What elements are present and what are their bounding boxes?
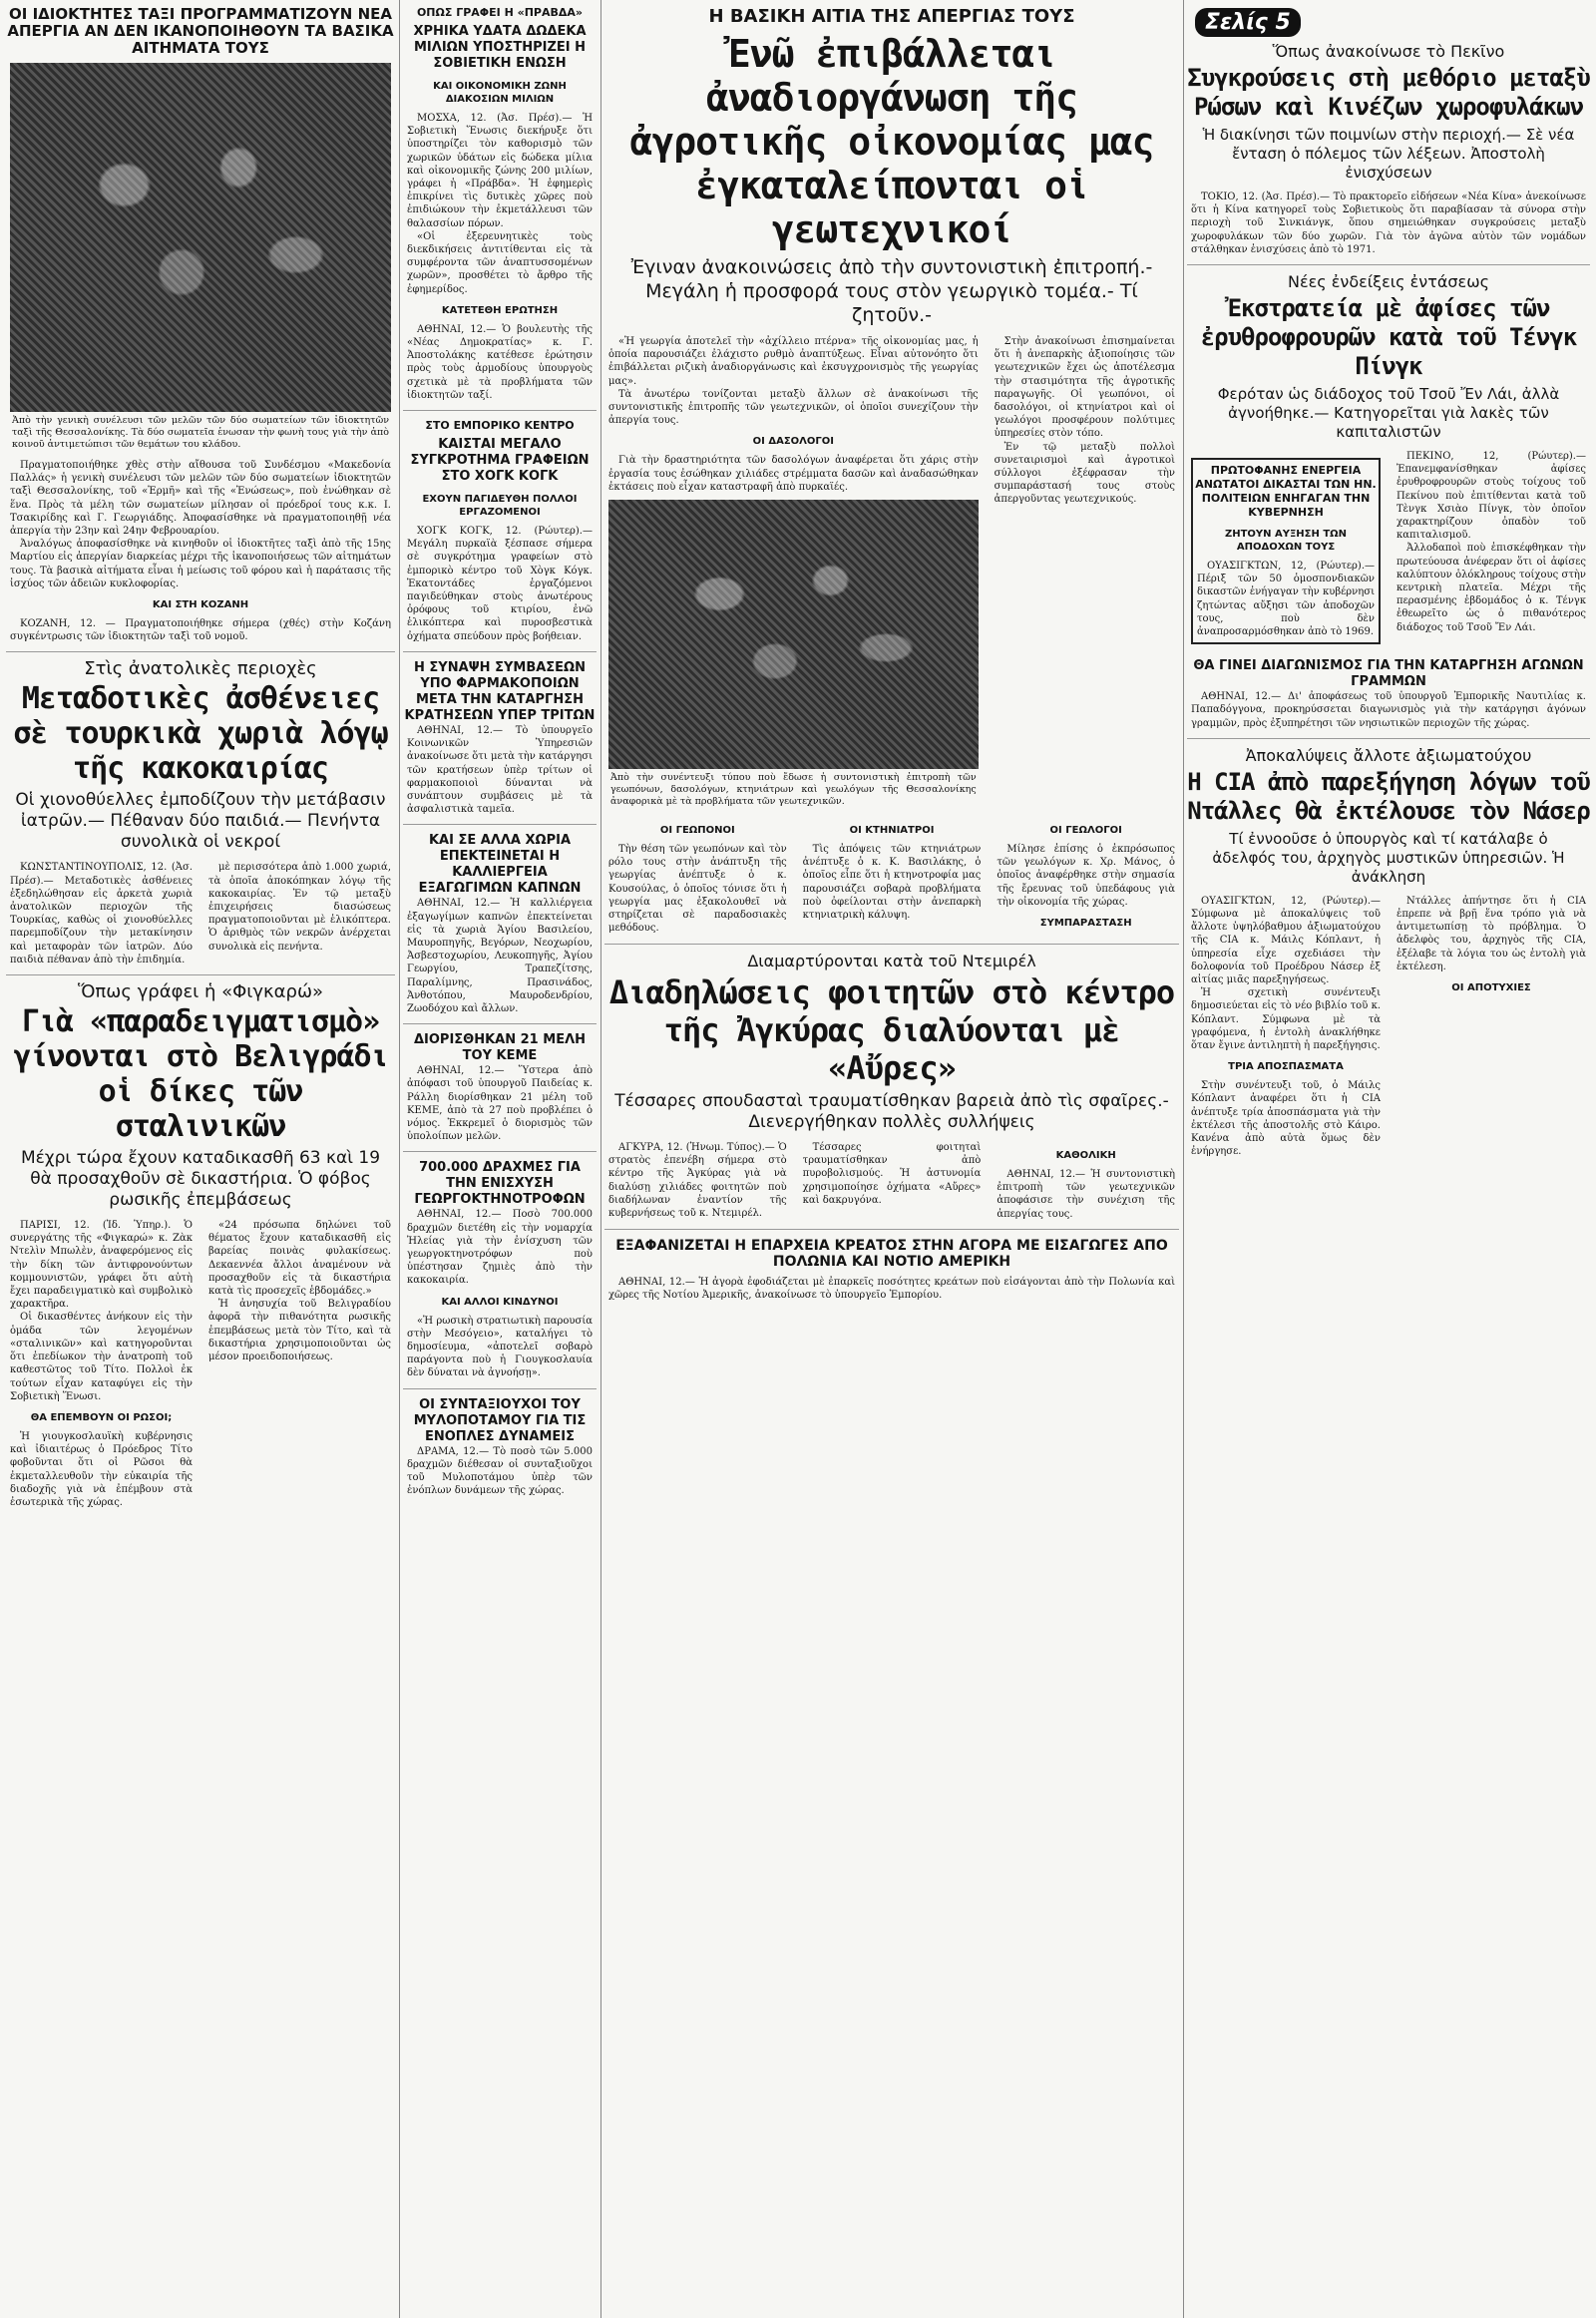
three-squads-subhead: ΤΡΙΑ ΑΠΟΣΠΑΣΜΑΤΑ bbox=[1228, 1061, 1344, 1073]
turkey-deck: Οἱ χιονοθύελλες ἐμποδίζουν τὴν μετάβασιν ἰατρῶν.— Πέθαναν δύο παιδιά.— Πενήντα συνολικὰ οἱ νεκροί bbox=[15, 790, 386, 853]
geotech-text: Γιὰ τὴν δραστηριότητα τῶν δασολόγων ἀναφέρεται ὅτι χάρις στὴν ἐργασία τους ἐσώθηκαν χιλιάδες στρέμματα δασῶν καὶ ἀναδασώθηκαν ἐκτάσεις ποὺ εἶχαν καταστραφῆ ἀπὸ πυρκαϊές. bbox=[608, 455, 979, 493]
geotech-text: Τὶς ἀπόψεις τῶν κτηνιάτρων ἀνέπτυξε ὁ κ. Κ. Βασιλάκης, ὁ ὁποῖος εἶπε ὅτι ἡ κτηνοτροφία μας παρουσιάζει σοβαρὰ προβλήματα ποὺ ὀφείλονται στὴν ἀνεπαρκὴ κτηνιατρικὴ κάλυψη. bbox=[802, 844, 982, 922]
geotech-headline: Ἐνῶ ἐπιβάλλεται ἀναδιοργάνωση τῆς ἀγροτικῆς οἰκονομίας μας ἐγκαταλείπονται οἱ γεωτεχνικοί bbox=[629, 32, 1154, 251]
symparastasi-subhead: ΣΥΜΠΑΡΑΣΤΑΣΗ bbox=[1039, 918, 1132, 930]
taxi-article-text: ΚΟΖΑΝΗ, 12. — Πραγματοποιήθηκε σήμερα (χθές) στὴν Κοζάνη συγκέντρωσις τῶν ἰδιοκτητῶν ταξὶ τοῦ νομοῦ. bbox=[10, 618, 391, 643]
pravda-kicker: ΟΠΩΣ ΓΡΑΦΕΙ Η «ΠΡΑΒΔΑ» bbox=[416, 6, 584, 19]
taxi-article-text: Ἀναλόγως ἀποφασίσθηκε νὰ κινηθοῦν οἱ ἰδιοκτῆτες ταξὶ ἀπὸ τῆς 15ης Μαρτίου εἰς ἀπεργίαν διαρκείας μέχρι τῆς ἱκανοποιήσεως τῶν αἰτημάτων τους. Τὰ βασικὰ αἰτήματα εἶναι ἡ μείωσις τοῦ φόρου καὶ ἡ παράτασις τῆς ἰσχύος τῶν ἀδειῶν κυκλοφορίας. bbox=[10, 539, 391, 589]
turkey-headline: Μεταδοτικὲς ἀσθένειες σὲ τουρκικὰ χωριὰ λόγῳ τῆς κακοκαιρίας bbox=[13, 681, 388, 787]
section-badge bbox=[1187, 0, 1590, 37]
taxi-article-text: Πραγματοποιήθηκε χθὲς στὴν αἴθουσα τοῦ Συνδέσμου «Μακεδονία Παλλάς» ἡ γενικὴ συνέλευσι τῶν μελῶν τῶν δύο σωματείων ἰδιοκτητῶν ταξὶ Θεσσαλονίκης, τοῦ «Ἑρμῆ» καὶ τῆς «Ἑνώσεως», ποὺ ἑνώθηκαν σὲ ἕνα. Πρὸς τὰ μέλη τῶν σωματείων μίλησαν οἱ πρόεδροί τους κ.κ. Ι. Τσακιρίδης καὶ Γ. Γεωργιάδης. Ἀποφασίσθηκε νὰ πραγματοποιηθῇ νέα ἀπεργία τὴν 23ην καὶ 24ην Φεβρουαρίου. bbox=[10, 460, 391, 538]
hongkong-kicker: ΣΤΟ ΕΜΠΟΡΙΚΟ ΚΕΝΤΡΟ bbox=[425, 419, 575, 433]
column-2 bbox=[403, 0, 597, 1497]
cia-deck: Τί ἐννοοῦσε ὁ ὑπουργὸς καὶ τί κατάλαβε ὁ ἀδελφός του, ἀρχηγὸς μυστικῶν ὑπηρεσιῶν. Ἡ ἀνάκληση bbox=[1212, 829, 1565, 886]
taxi-article-headline: ΟΙ ΙΔΙΟΚΤΗΤΕΣ ΤΑΞΙ ΠΡΟΓΡΑΜΜΑΤΙΖΟΥΝ ΝΕΑ ΑΠΕΡΓΙΑ ΑΝ ΔΕΝ ΙΚΑΝΟΠΟΙΗΘΟΥΝ ΤΑ ΒΑΣΙΚΑ ΑΙΤΗΜΑΤΑ ΤΟΥΣ bbox=[7, 5, 394, 57]
column-4 bbox=[1187, 0, 1590, 1159]
teng-kicker: Νέες ἐνδείξεις ἐντάσεως bbox=[1288, 272, 1489, 292]
meat-supply-text: ΑΘΗΝΑΙ, 12.— Ἡ ἀγορὰ ἐφοδιάζεται μὲ ἐπαρκεῖς ποσότητες κρεάτων ποὺ εἰσάγονται ἀπὸ τὴν Πολωνία καὶ χῶρες τῆς Νοτίου Ἀμερικῆς, ἀνακοίνωσε τὸ ὑπουργεῖο Ἐμπορίου. bbox=[608, 1276, 1175, 1302]
katholiki-subhead: ΚΑΘΟΛΙΚΗ bbox=[1055, 1150, 1116, 1162]
question-subhead: ΚΑΤΕΤΕΘΗ ΕΡΩΤΗΣΗ bbox=[441, 304, 559, 316]
ankara-text: Τέσσαρες φοιτηταὶ τραυματίσθηκαν ἀπὸ πυροβολισμούς. Ἡ ἀστυνομία χρησιμοποίησε ὀχήματα «Αὔρες» καὶ δακρυγόνα. bbox=[802, 1142, 982, 1206]
belgrade-trials-headline: Γιὰ «παραδειγματισμὸ» γίνονται στὸ Βελιγράδι οἱ δίκες τῶν σταλινικῶν bbox=[13, 1004, 388, 1145]
ktiniatroi-subhead: ΟΙ ΚΤΗΝΙΑΤΡΟΙ bbox=[849, 825, 935, 837]
pensioners-headline: ΟΙ ΣΥΝΤΑΞΙΟΥΧΟΙ ΤΟΥ ΜΥΛΟΠΟΤΑΜΟΥ ΓΙΑ ΤΙΣ ΕΝΟΠΛΕΣ ΔΥΝΑΜΕΙΣ bbox=[413, 1396, 587, 1444]
cia-text: ΟΥΑΣΙΓΚΤΩΝ, 12, (Ρώυτερ).— Σύμφωνα μὲ ἀποκαλύψεις τοῦ ἄλλοτε ὑψηλόβαθμου ἀξιωματούχου τῆς CIA κ. Μάιλς Κόπλαντ, ἡ ὑπηρεσία εἶχε σχεδιάσει τὴν δολοφονία τοῦ Προέδρου Νάσερ ἐξ αἰτίας μιᾶς παρεξηγήσεως. bbox=[1191, 895, 1381, 986]
ankara-headline: Διαδηλώσεις φοιτητῶν στὸ κέντρο τῆς Ἀγκύρας διαλύονται μὲ «Αὔρες» bbox=[608, 973, 1175, 1088]
teng-text: ΠΕΚΙΝΟ, 12, (Ρώυτερ).— Ἐπανεμφανίσθηκαν ἀφίσες ἐρυθροφρουρῶν στοὺς τοίχους τοῦ Πεκίνου ποὺ ἐπιτίθενται κατὰ τοῦ Τὲνγκ Χσιὰο Πίνγκ, τὸν ὁποῖον χαρακτηρίζουν ὀπαδὸν τοῦ καπιταλισμοῦ. bbox=[1396, 451, 1586, 542]
geotech-lead: Τὰ ἀνωτέρω τονίζονται μεταξὺ ἄλλων σὲ ἀνακοίνωσι τῆς συντονιστικῆς ἐπιτροπῆς τῶν γεωτεχνικῶν, οἱ ὁποῖοι συνεχίζουν τὴν ἀπεργία τους. bbox=[608, 388, 979, 427]
border-clash-text: ΤΟΚΙΟ, 12. (Ἀσ. Πρέσ).— Τὸ πρακτορεῖο εἰδήσεων «Νέα Κίνα» ἀνεκοίνωσε ὅτι ἡ Κίνα κατηγορεῖ τοὺς Σοβιετικοὺς ὅτι παραβίασαν τὰ σύνορα στὴν περιοχὴ τοῦ Σινκιάνγκ, ὅπου σημειώθηκαν συγκρούσεις μεταξὺ χωροφυλάκων τῶν δύο χωρῶν. Γιὰ τὸν ἀγῶνα αὐτὸν τῶν νομάδων στάλθηκαν ἐνισχύσεις ἀπὸ τὸ 1971. bbox=[1191, 192, 1586, 255]
border-clash-deck: Ἡ διακίνησι τῶν ποιμνίων στὴν περιοχή.— Σὲ νέα ἔνταση ὁ πόλεμος τῶν λέξεων. Ἀποστολὴ ἐνισχύσεων bbox=[1202, 126, 1575, 182]
press-conference-caption: Ἀπὸ τὴν συνέντευξι τύπου ποὺ ἔδωσε ἡ συντονιστικὴ ἐπιτροπὴ τῶν γεωπόνων, δασολόγων, κτηνιάτρων καὶ γεωλόγων τῆς Θεσσαλονίκης ἀναφορικὰ μὲ τὰ προβλήματα τῶν γεωτεχνικῶν. bbox=[610, 772, 977, 808]
geotech-text: Μίλησε ἐπίσης ὁ ἐκπρόσωπος τῶν γεωλόγων κ. Χρ. Μάνος, ὁ ὁποῖος ἀναφέρθηκε στὴν σημασία τῆς ἔρευνας τοῦ ὑπεδάφους γιὰ τὴν οἰκονομία τῆς χώρας. bbox=[997, 844, 1176, 908]
keme-text: ΑΘΗΝΑΙ, 12.— Ὕστερα ἀπὸ ἀπόφασι τοῦ ὑπουργοῦ Παιδείας κ. Ράλλη διορίσθηκαν 21 μέλη τοῦ ΚΕΜΕ, ἀπὸ τὰ 27 ποὺ προβλέπει ὁ νόμος. Ἐκκρεμεῖ ὁ διορισμὸς τῶν ὑπολοίπων μελῶν. bbox=[407, 1065, 593, 1143]
geotech-kicker: Η ΒΑΣΙΚΗ ΑΙΤΙΑ ΤΗΣ ΑΠΕΡΓΙΑΣ ΤΟΥΣ bbox=[708, 6, 1075, 27]
geologoi-subhead: ΟΙ ΓΕΩΛΟΓΟΙ bbox=[1049, 825, 1122, 837]
ankara-deck: Τέσσαρες σπουδασταὶ τραυματίσθηκαν βαρειὰ ἀπὸ τὶς σφαῖρες.- Διενεργήθηκαν πολλὲς συλλήψεις bbox=[614, 1091, 1169, 1133]
belgrade-text: Ἡ γιουγκοσλαυϊκὴ κυβέρνησις καὶ ἰδιαιτέρως ὁ Πρόεδρος Τίτο φοβοῦνται ὅτι οἱ Ρῶσοι θὰ ἐκμεταλλευθοῦν τὴν εὐκαιρία τῆς διαδοχῆς γιὰ νὰ ἐπέμβουν στὰ ἐσωτερικὰ τῆς χώρας. bbox=[10, 1430, 193, 1508]
geotech-text: Τὴν θέση τῶν γεωπόνων καὶ τὸν ρόλο τους στὴν ἀνάπτυξη τῆς γεωργίας ἀνέπτυξε ὁ κ. Κουσούλας, ὁ ὁποῖος τόνισε ὅτι ἡ γεωργία μας ἐξακολουθεῖ νὰ στηρίζεται σὲ παραδοσιακὲς μεθόδους. bbox=[608, 844, 787, 935]
ankara-text: ΑΘΗΝΑΙ, 12.— Ἡ συντονιστικὴ ἐπιτροπὴ τῶν γεωτεχνικῶν ἀποφάσισε τὴν συνέχιση τῆς ἀπεργίας τους. bbox=[997, 1169, 1176, 1220]
cia-text: Στὴν συνέντευξι τοῦ, ὁ Μάιλς Κόπλαντ ἀναφέρει ὅτι ἡ CIA ἀνέπτυξε τρία ἀποσπάσματα γιὰ τὴν ἐκτέλεσι τῆς ἀποστολῆς στὸ Κάιρο. Κανένα ἀπὸ αὐτὰ ὅμως δὲν ἐνήργησε. bbox=[1191, 1080, 1381, 1158]
other-dangers-subhead: ΚΑΙ ΑΛΛΟΙ ΚΙΝΔΥΝΟΙ bbox=[441, 1296, 559, 1308]
failures-subhead: ΟΙ ΑΠΟΤΥΧΙΕΣ bbox=[1451, 982, 1531, 994]
keme-headline: ΔΙΟΡΙΣΘΗΚΑΝ 21 ΜΕΛΗ ΤΟΥ ΚΕΜΕ bbox=[413, 1032, 587, 1064]
kozani-subhead: ΚΑΙ ΣΤΗ ΚΟΖΑΝΗ bbox=[152, 599, 249, 611]
hongkong-subhead: ΕΧΟΥΝ ΠΑΓΙΔΕΥΘΗ ΠΟΛΛΟΙ ΕΡΓΑΖΟΜΕΝΟΙ bbox=[422, 494, 578, 519]
teng-deck: Φερόταν ὡς διάδοχος τοῦ Τσοῦ Ἔν Λάι, ἀλλὰ ἀγνοήθηκε.— Κατηγορεῖται γιὰ λακὲς τῶν καπιταλιστῶν bbox=[1217, 385, 1560, 442]
turkey-text: μὲ περισσότερα ἀπὸ 1.000 χωριά, τὰ ὁποῖα ἀποκόπηκαν λόγῳ τῆς κακοκαιρίας. Ἐν τῷ μεταξὺ ἐπιχειρήσεις διασώσεως πραγματοποιοῦνται μὲ ἑλικόπτερα. Ὁ ἀριθμὸς τῶν νεκρῶν ἀνέρχεται συνολικὰ εἰς πενήντα. bbox=[208, 862, 391, 953]
cia-headline: Η CIA ἀπὸ παρεξήγηση λόγων τοῦ Ντάλλες θὰ ἐκτέλουσε τὸν Νάσερ bbox=[1187, 767, 1590, 825]
meat-supply-headline: ΕΞΑΦΑΝΙΖΕΤΑΙ Η ΕΠΑΡΧΕΙΑ ΚΡΕΑΤΟΣ ΣΤΗΝ ΑΓΟΡΑ ΜΕ ΕΙΣΑΓΩΓΕΣ ΑΠΟ ΠΟΛΩΝΙΑ ΚΑΙ ΝΟΤΙΟ ΑΜΕΡΙΚΗ bbox=[615, 1237, 1168, 1270]
hongkong-headline: ΚΑΙΣΤΑΙ ΜΕΓΑΛΟ ΣΥΓΚΡΟΤΗΜΑ ΓΡΑΦΕΙΩΝ ΣΤΟ ΧΟΓΚ ΚΟΓΚ bbox=[410, 437, 590, 485]
border-clash-kicker: Ὅπως ἀνακοίνωσε τὸ Πεκῖνο bbox=[1272, 42, 1505, 61]
judges-subhead: ΖΗΤΟΥΝ ΑΥΞΗΣΗ ΤΩΝ ΑΠΟΔΟΧΩΝ ΤΟΥΣ bbox=[1224, 529, 1348, 554]
pravda-text: «Οἱ ἐξερευνητικὲς τοὺς διεκδικήσεις ἀντιτίθενται εἰς τὰ συμφέροντα τῶν ἀναπτυσσομένων χωρῶν», προσθέτει τὸ ἄρθρο τῆς ἐφημερίδος. bbox=[407, 230, 593, 295]
ankara-kicker: Διαμαρτύρονται κατὰ τοῦ Ντεμιρέλ bbox=[747, 952, 1036, 971]
column-3 bbox=[604, 0, 1179, 1302]
cia-text: Ἡ σχετικὴ συνέντευξι δημοσιεύεται εἰς τὸ νέο βιβλίο τοῦ κ. Κόπλαντ. Σύμφωνα μὲ τὰ γραφόμενα, ἡ ἐντολὴ ἀνακλήθηκε ὅταν ἔγινε ἀντιληπτὴ ἡ παρεξήγησις. bbox=[1191, 987, 1381, 1052]
geoponoi-subhead: ΟΙ ΓΕΩΠΟΝΟΙ bbox=[659, 825, 735, 837]
judges-text: ΟΥΑΣΙΓΚΤΩΝ, 12, (Ρώυτερ).— Πέριξ τῶν 50 ὁμοσπονδιακῶν δικαστῶν ἐνήγαγαν τὴν κυβέρνησι ζητώντας αὔξησι τῶν ἀποδοχῶν τους, ποὺ δὲν ἀναπροσαρμόσθηκαν ἀπὸ τὸ 1969. bbox=[1197, 561, 1375, 638]
ankara-text: ΑΓΚΥΡΑ, 12. (Ἡνωμ. Τύπος).— Ὁ στρατὸς ἐπενέβη σήμερα στὸ κέντρο τῆς Ἀγκύρας γιὰ νὰ διαλύσῃ χιλιάδες φοιτητῶν ποὺ διαδήλωναν ἐναντίον τῆς κυβερνήσεως τοῦ κ. Ντεμιρέλ. bbox=[608, 1142, 787, 1220]
pensioners-text: ΔΡΑΜΑ, 12.— Τὸ ποσὸ τῶν 5.000 δραχμῶν διέθεσαν οἱ συνταξιοῦχοι τοῦ Μυλοποτάμου ὑπὲρ τῶν ἐνόπλων δυνάμεων τῆς χώρας. bbox=[407, 1445, 593, 1497]
tobacco-headline: ΚΑΙ ΣΕ ΑΛΛΑ ΧΩΡΙΑ ΕΠΕΚΤΕΙΝΕΤΑΙ Η ΚΑΛΛΙΕΡΓΕΙΑ ΕΞΑΓΩΓΙΜΩΝ ΚΑΠΝΩΝ bbox=[418, 833, 582, 897]
belgrade-subhead: ΘΑ ΕΠΕΜΒΟΥΝ ΟΙ ΡΩΣΟΙ; bbox=[30, 1411, 173, 1423]
dasologoi-subhead: ΟΙ ΔΑΣΟΛΟΓΟΙ bbox=[752, 436, 835, 448]
judges-headline: ΠΡΩΤΟΦΑΝΗΣ ΕΝΕΡΓΕΙΑ ΑΝΩΤΑΤΟΙ ΔΙΚΑΣΤΑΙ ΤΩΝ ΗΝ. ΠΟΛΙΤΕΙΩΝ ΕΝΗΓΑΓΑΝ ΤΗΝ ΚΥΒΕΡΝΗΣΗ bbox=[1195, 464, 1377, 520]
figaro-kicker: Ὅπως γράφει ἡ «Φιγκαρώ» bbox=[77, 981, 324, 1003]
tobacco-text: ΑΘΗΝΑΙ, 12.— Ἡ καλλιέργεια ἐξαγωγίμων καπνῶν ἐπεκτείνεται εἰς τὰ χωριὰ Ἁγίου Βασιλείου, Μαυροπηγῆς, Βεγόρων, Νεοχωρίου, Ἀσβεστοχωρίου, Λευκοπηγῆς, Ἀγίου Γεωργίου, Τραπεζίτσης, Παραλίμνης, Πρασινάδος, Ἀνθοτόπου, Μαυροδενδρίου, Ζωοδόχου καὶ ἄλλων. bbox=[407, 898, 593, 1014]
pharmacists-text: ΑΘΗΝΑΙ, 12.— Τὸ ὑπουργεῖο Κοινωνικῶν Ὑπηρεσιῶν ἀνακοίνωσε ὅτι μετὰ τὴν κατάργησι τῶν κρατήσεων ὑπὲρ τρίτων οἱ φαρμακοποιοὶ δύνανται νὰ συνάπτουν συμβάσεις μὲ τὰ ἀσφαλιστικὰ ταμεῖα. bbox=[407, 724, 593, 816]
farmers-aid-headline: 700.000 ΔΡΑΧΜΕΣ ΓΙΑ ΤΗΝ ΕΝΙΣΧΥΣΗ ΓΕΩΡΓΟΚΤΗΝΟΤΡΟΦΩΝ bbox=[414, 1160, 586, 1208]
belgrade-text: Οἱ δικασθέντες ἀνήκουν εἰς τὴν ὁμάδα τῶν λεγομένων «σταλινικῶν» καὶ κατηγοροῦνται ὅτι ἐπεδίωκον τὴν ἀνατροπὴ τοῦ καθεστῶτος τοῦ Τίτο. Πολλοὶ ἐκ τούτων εἶχαν καταφύγει εἰς τὴν Σοβιετικὴ Ἕνωσι. bbox=[10, 1312, 193, 1402]
taxi-photo-caption: Ἀπὸ τὴν γενικὴ συνέλευσι τῶν μελῶν τῶν δύο σωματείων τῶν ἰδιοκτητῶν ταξὶ τῆς Θεσσαλονίκης. Τὰ δύο σωματεῖα ἑνωσαν τὴν φωνὴ τους γιὰ τὴν ἀπὸ κοινοῦ ἀντιμετώπισι τῶν θεμάτων του κλάδου. bbox=[12, 415, 389, 450]
other-dangers-text: «Ἡ ρωσικὴ στρατιωτικὴ παρουσία στὴν Μεσόγειο», καταλήγει τὸ δημοσίευμα, «ἀποτελεῖ σοβαρὸ παράγοντα ποὺ ἡ Γιουγκοσλαυία δὲν δύναται νὰ ἀγνοήσῃ». bbox=[407, 1315, 593, 1379]
question-text: ΑΘΗΝΑΙ, 12.— Ὁ βουλευτὴς τῆς «Νέας Δημοκρατίας» κ. Γ. Ἀποστολάκης κατέθεσε ἐρώτησιν πρὸς τοὺς ἁρμοδίους ὑπουργοὺς σχετικὰ μὲ τὰ προβλήματα τῶν ἰδιοκτητῶν ταξί. bbox=[407, 323, 593, 401]
turkey-kicker: Στὶς ἀνατολικὲς περιοχὲς bbox=[84, 658, 317, 680]
ferry-lines-headline: ΘΑ ΓΙΝΕΙ ΔΙΑΓΩΝΙΣΜΟΣ ΓΙΑ ΤΗΝ ΚΑΤΑΡΓΗΣΗ ΑΓΩΝΩΝ ΓΡΑΜΜΩΝ bbox=[1193, 658, 1584, 690]
taxi-meeting-photo bbox=[10, 63, 391, 412]
pravda-text: ΜΟΣΧΑ, 12. (Ἀσ. Πρέσ).— Ἡ Σοβιετικὴ Ἕνωσις διεκήρυξε ὅτι ὑποστηρίζει τὸν καθορισμὸ τῶν χωρικῶν ὑδάτων εἰς δώδεκα μίλια καὶ οἰκονομικῆς ζώνης 200 μιλίων, γράφει ἡ «Πράβδα». Ἡ ἐφημερὶς ἐπικρίνει τὶς δυτικὲς χῶρες ποὺ ἐπιδιώκουν τὴν ἐκμετάλλευσι τῶν θαλασσίων πόρων. bbox=[407, 113, 593, 229]
pharmacists-headline: Η ΣΥΝΑΨΗ ΣΥΜΒΑΣΕΩΝ ΥΠΟ ΦΑΡΜΑΚΟΠΟΙΩΝ ΜΕΤΑ ΤΗΝ ΚΑΤΑΡΓΗΣΗ ΚΡΑΤΗΣΕΩΝ ΥΠΕΡ ΤΡΙΤΩΝ bbox=[404, 659, 596, 723]
section-badge-label: Σελίς 5 bbox=[1195, 8, 1301, 37]
farmers-aid-text: ΑΘΗΝΑΙ, 12.— Ποσὸ 700.000 δραχμῶν διετέθη εἰς τὴν νομαρχία Ἠλείας γιὰ τὴν ἐνίσχυση τῶν γεωργοκτηνοτρόφων ποὺ ὑπέστησαν ζημιὲς ἀπὸ τὴν κακοκαιρία. bbox=[407, 1209, 593, 1287]
teng-headline: Ἐκστρατεία μὲ ἀφίσες τῶν ἐρυθροφρουρῶν κατὰ τοῦ Τένγκ Πίνγκ bbox=[1200, 294, 1577, 381]
geotech-lead: «Ἡ γεωργία ἀποτελεῖ τὴν «ἀχίλλειο πτέρνα» τῆς οἰκονομίας μας, ἡ ὁποία παρουσιάζει ἐλάχιστο ρυθμὸ ἀναπτύξεως. Εἶναι αὐτονόητο ὅτι ἐπιβάλλεται ριζικὴ ἀναδιοργάνωσις καὶ ἐκσυγχρονισμὸς τῆς γεωργίας μας». bbox=[608, 336, 979, 387]
belgrade-trials-deck: Μέχρι τώρα ἔχουν καταδικασθῆ 63 καὶ 19 θὰ προσαχθοῦν σὲ δικαστήρια. Ὁ φόβος ρωσικῆς ἐπεμβάσεως bbox=[20, 1148, 381, 1211]
judges-box bbox=[1191, 458, 1381, 644]
press-conference-photo bbox=[608, 500, 979, 769]
cia-kicker: Ἀποκαλύψεις ἄλλοτε ἀξιωματούχου bbox=[1245, 745, 1532, 765]
column-1 bbox=[6, 0, 395, 1509]
ferry-lines-text: ΑΘΗΝΑΙ, 12.— Δι' ἀποφάσεως τοῦ ὑπουργοῦ Ἐμπορικῆς Ναυτιλίας κ. Παπαδόγγονα, προκηρύσσεται διαγωνισμὸς γιὰ τὴν κατάργησι ἀγόνων γραμμῶν, πρὸς ἐξυπηρέτησι τῶν νησιωτικῶν περιοχῶν τῆς χώρας. bbox=[1191, 691, 1586, 729]
geotech-deck: Ἐγιναν ἀνακοινώσεις ἀπὸ τὴν συντονιστικὴ ἐπιτροπή.- Μεγάλη ἡ προσφορά τους στὸν γεωργικὸ τομέα.- Τί ζητοῦν.- bbox=[630, 256, 1153, 326]
belgrade-text: Ἡ ἀνησυχία τοῦ Βελιγραδίου ἀφορᾶ τὴν πιθανότητα ρωσικῆς ἐπεμβάσεως μετὰ τὸν Τίτο, καὶ τὰ δικαστήρια χρησιμοποιοῦνται ὡς μέσον προειδοποιήσεως. bbox=[208, 1299, 391, 1363]
hongkong-text: ΧΟΓΚ ΚΟΓΚ, 12. (Ρώυτερ).— Μεγάλη πυρκαϊὰ ξέσπασε σήμερα σὲ συγκρότημα γραφείων στὸ ἐμπορικὸ κέντρο τοῦ Χὸγκ Κόγκ. Ἑκατοντάδες ἐργαζόμενοι παγιδεύθηκαν στοὺς ἀνωτέρους ὀρόφους τοῦ κτιρίου, ἐνῶ ἑλικόπτερα καὶ πυροσβεστικὰ ὀχήματα σπεύδουν πρὸς βοήθειαν. bbox=[407, 526, 593, 642]
teng-text: Ἀλλοδαποὶ ποὺ ἐπισκέφθηκαν τὴν πρωτεύουσα ἀνέφεραν ὅτι οἱ ἀφίσες καλύπτουν ὁλόκληρους τοίχους στὴν κεντρικὴ πλατεῖα. Μέχρι τῆς περασμένης ἑβδομάδος ὁ κ. Τένγκ ἐθεωρεῖτο ὡς ὁ πιθανότερος διάδοχος τοῦ Τσοῦ Ἔν Λάι. bbox=[1396, 543, 1586, 633]
pravda-headline: ΧΡΗΙΚΑ ΥΔΑΤΑ ΔΩΔΕΚΑ ΜΙΛΙΩΝ ΥΠΟΣΤΗΡΙΖΕΙ Η ΣΟΒΙΕΤΙΚΗ ΕΝΩΣΗ bbox=[413, 24, 587, 71]
belgrade-text: ΠΑΡΙΣΙ, 12. (Ἱδ. Ὑπηρ.). Ὁ συνεργάτης τῆς «Φιγκαρώ» κ. Ζὰκ Ντελὶν Μπωλὲν, ἀναφερόμενος εἰς τὴν δίκη τῶν ἀντιφρονούντων κομμουνιστῶν, γράφει ὅτι αὐτὴ ἔχει παραδειγματικὸ καὶ συμβολικὸ χαρακτῆρα. bbox=[10, 1220, 193, 1311]
geotech-text: Στὴν ἀνακοίνωσι ἐπισημαίνεται ὅτι ἡ ἀνεπαρκὴς ἀξιοποίησις τῶν γεωτεχνικῶν ἔχει ὡς ἀποτέλεσμα τὴν στασιμότητα τῆς ἀγροτικῆς παραγωγῆς. Οἱ γεωπόνοι, οἱ δασολόγοι, οἱ κτηνίατροι καὶ οἱ γεωλόγοι προσφέρουν πολύτιμες ὑπηρεσίες στὸν τόπο. bbox=[994, 336, 1175, 440]
pravda-subhead: ΚΑΙ ΟΙΚΟΝΟΜΙΚΗ ΖΩΝΗ ΔΙΑΚΟΣΙΩΝ ΜΙΛΙΩΝ bbox=[433, 81, 567, 105]
turkey-text: ΚΩΝΣΤΑΝΤΙΝΟΥΠΟΛΙΣ, 12. (Ἀσ. Πρέσ).— Μεταδοτικὲς ἀσθένειες ἐξεδηλώθησαν εἰς ἀρκετὰ χωριὰ ἀνατολικῶν περιοχῶν τῆς Τουρκίας, καθὼς οἱ χιονοθύελλες παρεμποδίζουν τὴν μετακίνησιν καὶ μεταφορὰν τῶν ἰατρῶν. Δύο παιδιὰ πέθαναν ἀπὸ τὴν ἐπιδημία. bbox=[10, 862, 193, 966]
geotech-text: Ἐν τῷ μεταξὺ πολλοὶ συνεταιρισμοὶ καὶ ἀγροτικοὶ σύλλογοι ἐξέφρασαν τὴν συμπαράστασή τους στοὺς ἀπεργοῦντας γεωτεχνικούς. bbox=[994, 441, 1175, 506]
belgrade-text: «24 πρόσωπα δηλώνει τοῦ θέματος ἔχουν καταδικασθῆ εἰς βαρείας ποινὰς φυλακίσεως. Δεκαεννέα ἄλλοι ἀναμένουν νὰ προσαχθοῦν εἰς τὰ δικαστήρια κατὰ τὶς προσεχεῖς ἑβδομάδες.» bbox=[208, 1220, 391, 1298]
border-clash-headline: Συγκρούσεις στὴ μεθόριο μεταξὺ Ρώσων καὶ Κινέζων χωροφυλάκων bbox=[1187, 64, 1590, 121]
cia-text: Ντάλλες ἀπήντησε ὅτι ἡ CIA ἐπρεπε νὰ βρῇ ἕνα τρόπο γιὰ νὰ ἀντιμετωπίσῃ τὸ πρόβλημα. Ὁ ἀδελφὸς του, ἀρχηγὸς τῆς CIA, ἐξέλαβε τὰ λόγια του ὡς ἐντολὴ γιὰ ἐκτέλεση. bbox=[1396, 895, 1586, 972]
